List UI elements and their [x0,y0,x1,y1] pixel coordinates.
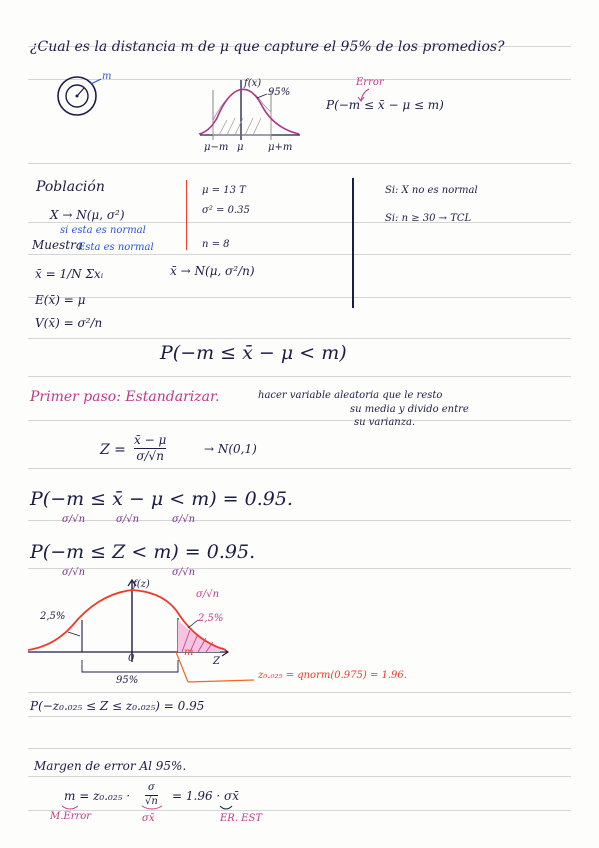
ruled-line [28,222,571,223]
m-tick-label: m [184,647,194,658]
ruled-line [28,376,571,377]
primer-paso-note-1: hacer variable aleatoria que le resto [258,390,443,401]
prob-z-expression: P(−z₀.₀₂₅ ≤ Z ≤ z₀.₀₂₅) = 0.95 [30,699,205,713]
prob-expression-1: P(−m ≤ x̄ − μ ≤ m) [326,98,444,112]
qnorm-note: z₀.₀₂₅ = qnorm(0.975) = 1.96. [258,670,407,681]
margin-underline-braces [60,804,240,816]
z-def-rhs: → N(0,1) [204,442,257,456]
muestra-note: Esta es normal [78,242,154,253]
params-bracket-line [186,180,187,250]
margin-eq-start: m = z₀.₀₂₅ · [64,789,131,803]
mu-value: μ = 13 T [202,185,246,196]
primer-paso-note-3: su varianza. [354,417,416,428]
z-def-lhs: Z = [100,442,126,458]
margin-error-label: M.Error [50,811,92,822]
population-note: si esta es normal [60,225,146,236]
mean-distribution: x̄ → N(μ, σ²/n) [170,264,255,278]
eq1-denominator-3: σ/√n [172,514,196,525]
circle-diagram [55,71,115,134]
z-def-fraction [134,434,166,462]
mid-95-label: 95% [116,675,139,686]
z-def-numerator: x̄ − μ [134,433,167,447]
tick-mu: μ [237,142,244,153]
si-no-normal: Si: X no es normal [385,185,478,196]
muestra-label: Muestra [32,238,83,252]
standardized-eq-2: P(−m ≤ Z < m) = 0.95. [30,541,256,563]
expectation: E(x̄) = μ [35,293,86,307]
ruled-line [28,748,571,749]
sigma-value: σ² = 0.35 [202,205,250,216]
standardized-eq-1: P(−m ≤ x̄ − μ < m) = 0.95. [30,488,293,510]
z-def-denominator: σ/√n [136,448,164,463]
variance: V(x̄) = σ²/n [35,316,103,330]
zero-label: 0 [128,653,135,664]
left-tail-label: 2,5% [40,611,66,622]
main-expression: P(−m ≤ x̄ − μ < m) [160,342,347,364]
margin-frac-num: σ [147,782,155,793]
circle-m-label: m [102,71,112,82]
sigma-note: σ/√n [196,589,220,600]
z-axis-label: Z [213,656,220,667]
eq2-denominator-1: σ/√n [62,567,86,578]
tick-mu-minus-m: μ−m [204,142,229,153]
ruled-line [28,776,571,777]
ruled-line [28,420,571,421]
question-text: ¿Cual es la distancia m de μ que capture el 95% de los promedios? [30,39,505,55]
n-value: n = 8 [202,239,230,250]
eq2-denominator-2: σ/√n [172,567,196,578]
vertical-divider [352,178,354,308]
ruled-line [28,716,571,717]
ruled-line [28,254,571,255]
ruled-line [28,338,571,339]
ruled-line [28,297,571,298]
si-tcl: Si: n ≥ 30 → TCL [385,213,472,224]
margin-title: Margen de error Al 95%. [34,759,187,773]
tick-mu-plus-m: μ+m [268,142,293,153]
fx-label: f(x) [244,78,262,89]
primer-paso-note-2: su media y divido entre [350,404,469,415]
right-tail-label: 2,5% [198,613,224,624]
pct-95-label: 95% [268,87,291,98]
ruled-line [28,520,571,521]
population-distribution: X → N(μ, σ²) [50,208,125,222]
ruled-line [28,692,571,693]
mean-definition: x̄ = 1/N Σxᵢ [35,267,104,281]
eq1-denominator-1: σ/√n [62,514,86,525]
margin-frac-den: √n [145,795,158,807]
poblacion-heading: Población [36,179,105,195]
ruled-line [28,468,571,469]
ruled-line [28,163,571,164]
eq1-denominator-2: σ/√n [116,514,140,525]
fz-label: f(z) [133,579,150,590]
primer-paso-title: Primer paso: Estandarizar. [30,389,220,405]
error-note: Error [356,77,384,88]
error-est-label: ER. EST [220,813,263,824]
ruled-line [28,568,571,569]
sigma-xbar-label: σx̄ [142,813,155,824]
margin-eq-end: = 1.96 · σx̄ [172,789,239,803]
